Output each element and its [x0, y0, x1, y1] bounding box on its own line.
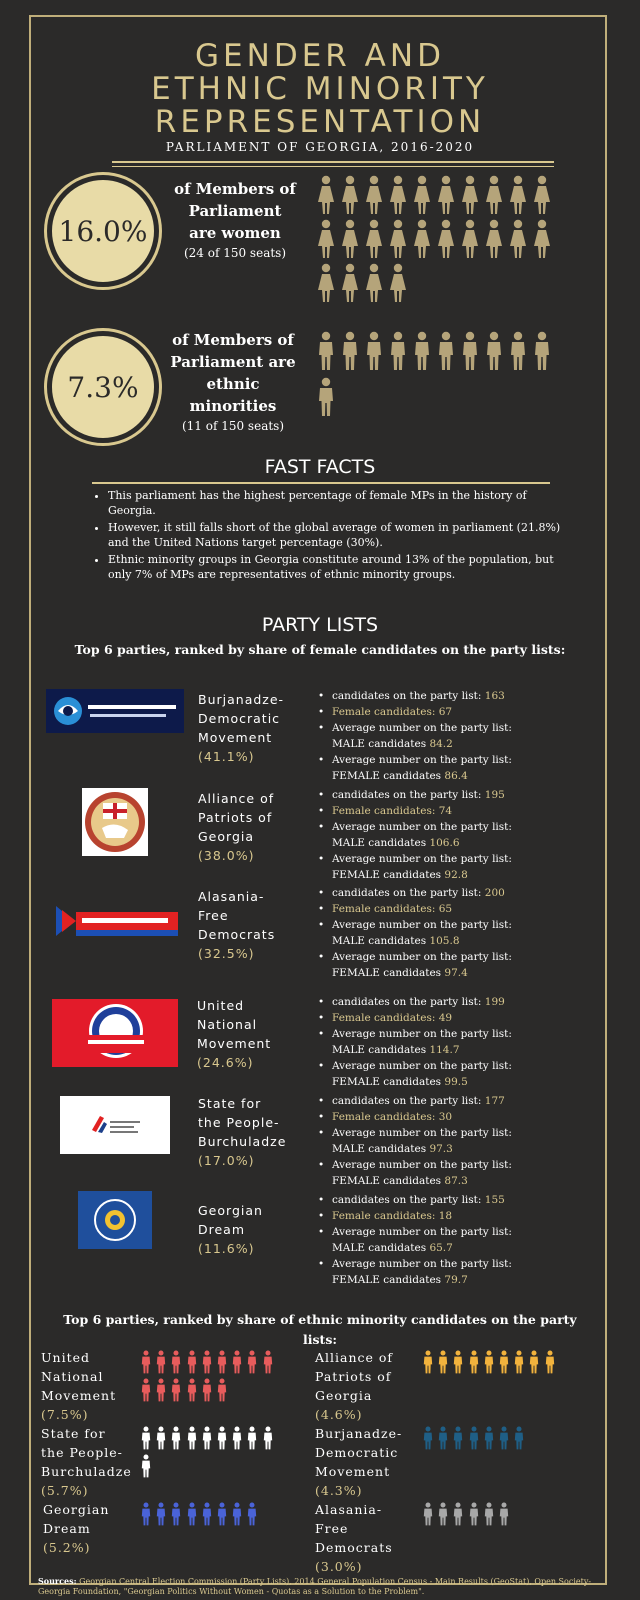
woman-icon — [388, 218, 408, 260]
person-icon — [186, 1426, 198, 1450]
person-icon — [468, 1426, 480, 1450]
person-icon — [498, 1502, 510, 1526]
person-icon — [484, 330, 504, 372]
stat-candidates: • candidates on the party list: 200 — [328, 885, 588, 901]
women-stat-text — [160, 178, 310, 260]
party-name-line: Free — [198, 908, 229, 923]
party-pct: (32.5%) — [198, 946, 255, 961]
party-lists-heading: PARTY LISTS — [261, 614, 379, 636]
ethnic-name-line: Georgian — [43, 1502, 110, 1517]
ethnic-name-alasania — [315, 1500, 393, 1576]
person-icon — [513, 1350, 525, 1374]
party-pct: (11.6%) — [198, 1241, 255, 1256]
party-name-line: Burjanadze- — [198, 692, 285, 707]
party-pct: (41.1%) — [198, 749, 255, 764]
person-icon — [316, 376, 336, 418]
person-icon — [437, 1426, 449, 1450]
party-name-line: Georgia — [198, 829, 255, 844]
stat-candidates: • candidates on the party list: 163 — [328, 688, 588, 704]
women-line-3: are women — [189, 224, 281, 242]
person-icon — [231, 1350, 243, 1374]
stat-candidates: • candidates on the party list: 177 — [328, 1093, 588, 1109]
stat-avg-female: • Average number on the party list: FEMALE candidates 92.8 — [328, 851, 588, 883]
person-icon — [498, 1426, 510, 1450]
stat-female: • Female candidates: 49 — [328, 1010, 588, 1026]
woman-icon — [340, 174, 360, 216]
woman-icon — [388, 262, 408, 304]
person-icon — [528, 1350, 540, 1374]
stat-female: • Female candidates: 65 — [328, 901, 588, 917]
party-name-line: Movement — [198, 730, 273, 745]
stat-avg-female: • Average number on the party list: FEMALE candidates 99.5 — [328, 1058, 588, 1090]
woman-icon — [460, 174, 480, 216]
ethnic-name-alliance — [315, 1348, 393, 1424]
minorities-line-1: of Members of — [172, 331, 294, 349]
alliance-patriots-logo — [82, 788, 148, 856]
woman-icon — [460, 218, 480, 260]
person-icon — [246, 1502, 258, 1526]
person-icon — [452, 1502, 464, 1526]
sources-text: Georgian Central Election Commission (Party Lists), 2014 General Population Census - Main Results (GeoStat), Open Society-Georgia Foundation, "Georgian Politics Without Women - Quotas as a Solution to the Problem". — [38, 1577, 592, 1596]
party-name-line: Movement — [197, 1036, 272, 1051]
person-icon — [544, 1350, 556, 1374]
person-icon — [155, 1350, 167, 1374]
party-name-line: Patriots of — [198, 810, 273, 825]
ethnic-name-line: Free — [315, 1521, 349, 1536]
fact-item: • This parliament has the highest percentage of female MPs in the history of Georgia. — [108, 488, 568, 518]
sources-note — [38, 1576, 606, 1597]
party-stats-state-for-people — [316, 1093, 588, 1189]
person-icon — [452, 1350, 464, 1374]
woman-icon — [436, 174, 456, 216]
stat-candidates: • candidates on the party list: 155 — [328, 1192, 588, 1208]
party-pct: (17.0%) — [198, 1153, 255, 1168]
person-icon — [340, 330, 360, 372]
woman-icon — [532, 218, 552, 260]
person-icon — [532, 330, 552, 372]
woman-icon — [340, 218, 360, 260]
title-divider — [112, 161, 554, 163]
person-icon — [216, 1378, 228, 1402]
person-icon — [412, 330, 432, 372]
woman-icon — [364, 218, 384, 260]
women-pct: 16.0% — [58, 214, 148, 248]
person-icon — [437, 1350, 449, 1374]
women-line-2: Parliament — [188, 202, 282, 220]
person-icon — [422, 1502, 434, 1526]
woman-icon — [364, 262, 384, 304]
ethnic-name-line: Burchuladze — [41, 1464, 132, 1479]
person-icon — [452, 1426, 464, 1450]
stat-avg-male: • Average number on the party list: MALE candidates 105.8 — [328, 917, 588, 949]
woman-icon — [484, 174, 504, 216]
title-line-2: ETHNIC MINORITY — [151, 71, 489, 107]
person-icon — [364, 330, 384, 372]
sources-label: Sources: — [38, 1576, 77, 1586]
woman-icon — [412, 174, 432, 216]
person-icon — [498, 1350, 510, 1374]
subtitle: PARLIAMENT OF GEORGIA, 2016-2020 — [165, 140, 475, 154]
title-line-3: REPRESENTATION — [154, 104, 486, 140]
person-icon — [186, 1350, 198, 1374]
party-name-line: Alliance of — [198, 791, 275, 806]
party-name-state-for-people — [198, 1094, 286, 1170]
ethnic-name-burjanadze — [315, 1424, 402, 1500]
ethnic-name-line: National — [41, 1369, 104, 1384]
fast-facts-list — [92, 488, 568, 584]
party-name-line: Burchuladze — [198, 1134, 287, 1149]
minorities-pct-circle — [47, 331, 159, 443]
woman-icon — [508, 218, 528, 260]
person-icon — [155, 1378, 167, 1402]
party-stats-burjanadze — [316, 688, 588, 784]
person-icon — [216, 1350, 228, 1374]
woman-icon — [340, 262, 360, 304]
person-icon — [170, 1350, 182, 1374]
woman-icon — [388, 174, 408, 216]
ethnic-name-unm — [41, 1348, 116, 1424]
stat-candidates: • candidates on the party list: 199 — [328, 994, 588, 1010]
person-icon — [468, 1350, 480, 1374]
party-stats-alliance — [316, 787, 588, 883]
person-icon — [262, 1350, 274, 1374]
person-icon — [460, 330, 480, 372]
person-icon — [422, 1350, 434, 1374]
fact-item: • However, it still falls short of the global average of women in parliament (21.8%) and the United Nations target percentage (30%). — [108, 520, 568, 550]
party-name-line: Alasania- — [198, 889, 265, 904]
stat-avg-female: • Average number on the party list: FEMALE candidates 87.3 — [328, 1157, 588, 1189]
person-icon — [155, 1502, 167, 1526]
ethnic-name-state-for-people — [41, 1424, 132, 1500]
person-icon — [231, 1426, 243, 1450]
stat-avg-female: • Average number on the party list: FEMALE candidates 97.4 — [328, 949, 588, 981]
party-name-burjanadze — [198, 690, 284, 766]
party-name-line: the People- — [198, 1115, 280, 1130]
woman-icon — [316, 262, 336, 304]
ethnic-name-line: Alasania- — [315, 1502, 383, 1517]
ethnic-pct: (4.6%) — [315, 1407, 363, 1422]
person-icon — [216, 1426, 228, 1450]
women-seats: (24 of 150 seats) — [183, 246, 287, 260]
ethnic-name-georgian-dream — [43, 1500, 109, 1557]
person-icon — [140, 1502, 152, 1526]
person-icon — [201, 1502, 213, 1526]
party-name-alasania — [198, 887, 275, 963]
minorities-line-3: ethnic — [206, 375, 260, 393]
person-icon — [216, 1502, 228, 1526]
person-icon — [437, 1502, 449, 1526]
stat-candidates: • candidates on the party list: 195 — [328, 787, 588, 803]
stat-avg-male: • Average number on the party list: MALE candidates 97.3 — [328, 1125, 588, 1157]
party-name-line: Democratic — [198, 711, 281, 726]
person-icon — [155, 1426, 167, 1450]
person-icon — [201, 1426, 213, 1450]
person-icon — [422, 1426, 434, 1450]
title-divider-thin — [112, 166, 554, 167]
stat-female: • Female candidates: 18 — [328, 1208, 588, 1224]
person-icon — [201, 1350, 213, 1374]
stat-avg-male: • Average number on the party list: MALE candidates 106.6 — [328, 819, 588, 851]
ethnic-pct: (3.0%) — [315, 1559, 363, 1574]
stat-avg-male: • Average number on the party list: MALE candidates 84.2 — [328, 720, 588, 752]
stat-avg-female: • Average number on the party list: FEMALE candidates 86.4 — [328, 752, 588, 784]
person-icon — [246, 1350, 258, 1374]
party-name-unm — [197, 996, 271, 1072]
stat-avg-female: • Average number on the party list: FEMALE candidates 79.7 — [328, 1256, 588, 1288]
woman-icon — [364, 174, 384, 216]
ethnic-name-line: Burjanadze- — [315, 1426, 403, 1441]
party-pct: (38.0%) — [198, 848, 255, 863]
ethnic-name-line: State for — [41, 1426, 106, 1441]
person-icon — [140, 1454, 152, 1478]
person-icon — [231, 1502, 243, 1526]
ethnic-pct: (4.3%) — [315, 1483, 363, 1498]
ethnic-name-line: Democratic — [315, 1445, 399, 1460]
georgian-dream-logo — [78, 1191, 152, 1249]
stat-avg-male: • Average number on the party list: MALE candidates 65.7 — [328, 1224, 588, 1256]
unm-logo — [52, 999, 178, 1067]
ethnic-name-line: Alliance of — [315, 1350, 394, 1365]
party-lists-subheading: Top 6 parties, ranked by share of female candidates on the party lists: — [74, 642, 566, 657]
person-icon — [186, 1502, 198, 1526]
ethnic-name-line: Movement — [41, 1388, 117, 1403]
burjanadze-logo — [46, 689, 184, 733]
party-name-line: State for — [198, 1096, 262, 1111]
person-icon — [246, 1426, 258, 1450]
party-stats-alasania — [316, 885, 588, 981]
fact-item: • Ethnic minority groups in Georgia constitute around 13% of the population, but only 7% of MPs are representatives of ethnic minority groups. — [108, 552, 568, 582]
person-icon — [140, 1378, 152, 1402]
minorities-line-4: minorities — [189, 397, 277, 415]
stat-female: • Female candidates: 74 — [328, 803, 588, 819]
party-name-line: Dream — [198, 1222, 246, 1237]
woman-icon — [532, 174, 552, 216]
woman-icon — [412, 218, 432, 260]
woman-icon — [508, 174, 528, 216]
alasania-logo — [52, 902, 182, 940]
ethnic-pct: (5.7%) — [41, 1483, 89, 1498]
party-name-georgian-dream — [198, 1201, 263, 1258]
person-icon — [436, 330, 456, 372]
party-name-line: Georgian — [198, 1203, 263, 1218]
woman-icon — [484, 218, 504, 260]
ethnic-name-line: United — [41, 1350, 91, 1365]
person-icon — [388, 330, 408, 372]
ethnic-subheading: Top 6 parties, ranked by share of ethnic minority candidates on the party lists: — [63, 1312, 577, 1347]
party-name-line: United — [197, 998, 245, 1013]
person-icon — [170, 1378, 182, 1402]
person-icon — [468, 1502, 480, 1526]
stat-female: • Female candidates: 30 — [328, 1109, 588, 1125]
party-pct: (24.6%) — [197, 1055, 254, 1070]
person-icon — [483, 1426, 495, 1450]
ethnic-pct: (5.2%) — [43, 1540, 91, 1555]
person-icon — [170, 1502, 182, 1526]
party-name-alliance — [198, 789, 274, 865]
ethnic-name-line: Dream — [43, 1521, 91, 1536]
stat-female: • Female candidates: 67 — [328, 704, 588, 720]
ethnic-name-line: Georgia — [315, 1388, 373, 1403]
stat-avg-male: • Average number on the party list: MALE candidates 114.7 — [328, 1026, 588, 1058]
party-stats-unm — [316, 994, 588, 1090]
person-icon — [483, 1350, 495, 1374]
minorities-stat-text — [158, 329, 308, 433]
ethnic-name-line: the People- — [41, 1445, 123, 1460]
minorities-pct: 7.3% — [67, 370, 139, 404]
ethnic-name-line: Patriots of — [315, 1369, 392, 1384]
person-icon — [262, 1426, 274, 1450]
title-line-1: GENDER AND — [195, 38, 445, 74]
woman-icon — [436, 218, 456, 260]
person-icon — [201, 1378, 213, 1402]
ethnic-pct: (7.5%) — [41, 1407, 89, 1422]
person-icon — [508, 330, 528, 372]
person-icon — [140, 1426, 152, 1450]
fast-facts-heading: FAST FACTS — [264, 456, 376, 478]
minorities-seats: (11 of 150 seats) — [181, 419, 285, 433]
person-icon — [316, 330, 336, 372]
person-icon — [186, 1378, 198, 1402]
woman-icon — [316, 218, 336, 260]
person-icon — [483, 1502, 495, 1526]
person-icon — [140, 1350, 152, 1374]
woman-icon — [316, 174, 336, 216]
minorities-line-2: Parliament are — [170, 353, 296, 371]
person-icon — [513, 1426, 525, 1450]
fast-facts-divider — [92, 482, 550, 484]
party-name-line: Democrats — [198, 927, 276, 942]
party-stats-georgian-dream — [316, 1192, 588, 1288]
ethnic-name-line: Movement — [315, 1464, 391, 1479]
women-pct-circle — [47, 175, 159, 287]
person-icon — [170, 1426, 182, 1450]
women-line-1: of Members of — [174, 180, 296, 198]
state-for-people-logo — [60, 1096, 170, 1154]
party-name-line: National — [197, 1017, 258, 1032]
ethnic-name-line: Democrats — [315, 1540, 393, 1555]
